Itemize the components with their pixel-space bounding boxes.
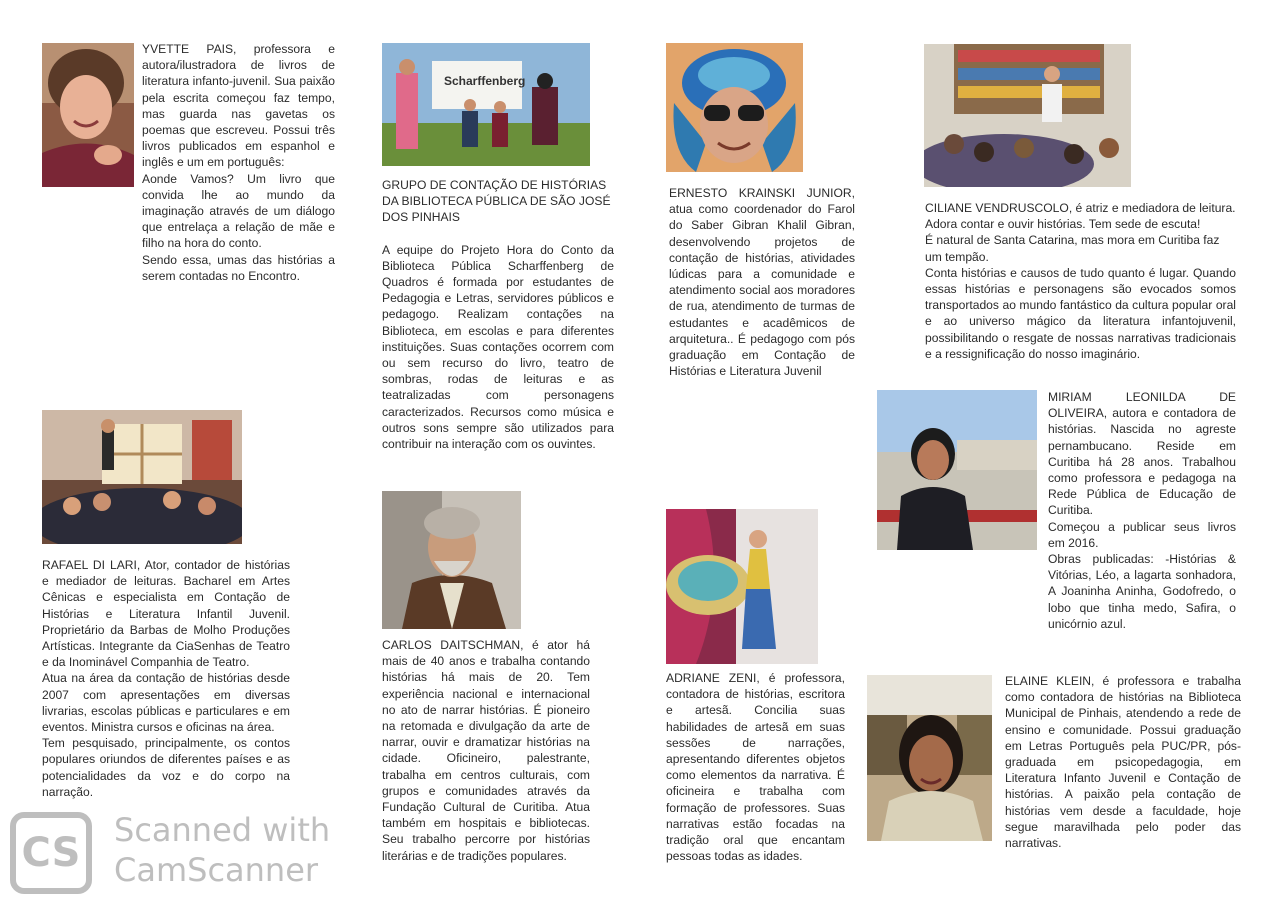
yvette-text-3: Sendo essa, umas das histórias a serem contadas no Encontro. [142,252,335,283]
profile-ciliane-vendruscolo [925,200,1236,362]
ciliane-text-3: Conta histórias e causos de tudo quanto é lugar. Quando essas histórias e personagens são evocados somos transportados ao mundo fantástico da cultura popular oral e ao universo mágico da literatura infantojuvenil, possibilitando o resgate de nossas narrativas tradicionais e a ressignificação do nosso imaginário. [925,265,1236,361]
rafael-text-2: Atua na área da contação de histórias desde 2007 com apresentações em diversas livrarias, escolas públicas e particulares e em eventos. Ministra cursos e oficinas na área. [42,671,290,735]
profile-rafael-di-lari [42,557,290,800]
carlos-text-1: CARLOS DAITSCHMAN, é ator há mais de 40 anos e trabalha contando histórias há mais de 20. Tem experiência nacional e internacional no ato de narrar histórias. É pioneiro na retomada e divulgação da arte de narrar, ouvir e dramatizar histórias na cidade. Oficineiro, palestrante, trabalha em centros culturais, com grupos e comunidades através da Fundação Cultural de Curitiba. Atua também em hospitais e bibliotecas. Seu trabalho percorre por histórias literárias e de tradições populares. [382,638,590,863]
spacer [382,226,614,242]
photo-carlos-daitschman [382,491,521,629]
yvette-text-2: Aonde Vamos? Um livro que convida lhe ao mundo da imaginação através de um diálogo que entrelaça a relação de mãe e filho na hora do conto. [142,171,335,251]
profile-ernesto-krainski [669,185,855,379]
profile-yvette-pais [142,41,335,284]
miriam-text-3: Obras publicadas: -Histórias & Vitórias, Léo, a lagarta sonhadora, A Joaninha Aninha, Godofredo, o lobo que tinha medo, Safira, o unicórnio azul. [1048,552,1236,631]
library-sign-text: Scharffenberg [444,74,526,88]
yvette-text-1: YVETTE PAIS, professora e autora/ilustradora de livros de literatura infanto-juvenil. Sua paixão pela escrita começou faz tempo, mas guarda nas gavetas os poemas que escreveu. Possui três livros publicados em espanhol e inglês e um em português: [142,42,335,170]
miriam-text-2: Começou a publicar seus livros em 2016. [1048,519,1236,550]
photo-miriam-oliveira [877,390,1037,550]
rafael-text-1: RAFAEL DI LARI, Ator, contador de histórias e mediador de leituras. Bacharel em Artes Cênicas e especialista em Contação de Histórias e Literatura Infantil Juvenil. Proprietário da Barbas de Molho Produções Artísticas. Integrante da CiaSenhas de Teatro e da Inominável Companhia de Teatro. [42,558,290,670]
photo-rafael-di-lari [42,410,242,544]
elaine-text-1: ELAINE KLEIN, é professora e trabalha como contadora de histórias na Biblioteca Municipal de Pinhais, atendendo a rede de ensino e comunidade. Possui graduação em Letras Português pela PUC/PR, pós-graduada em psicopedagogia, em Literatura Infanto Juvenil e Contação de histórias. A paixão pela contação de histórias vem desde a faculdade, hoje segue maravilhada pelo poder das narrativas. [1005,674,1241,851]
photo-ciliane-vendruscolo [924,44,1131,187]
photo-adriane-zeni [666,509,818,664]
ciliane-text-1: CILIANE VENDRUSCOLO, é atriz e mediadora de leitura. Adora contar e ouvir histórias. Tem sede de escuta! [925,201,1236,232]
adriane-text-1: ADRIANE ZENI, é professora, contadora de histórias, escritora e artesã. Concilia suas habilidades de artesã em suas sessões de narrações, apresentando diferentes objetos como elementos da narrativa. É oficineira e trabalha com formação de professores. Suas narrativas estão focadas na tradição oral que encantam pessoas todas as idades. [666,671,845,864]
miriam-text-1: MIRIAM LEONILDA DE OLIVEIRA, autora e contadora de histórias. Nascida no agreste pernambucano. Reside em Curitiba há 28 anos. Trabalhou como professora e pedagoga na Rede Pública de Educação de Curitiba. [1048,390,1236,518]
profile-miriam-oliveira [1048,389,1236,632]
camscanner-watermark [10,810,340,896]
camscanner-logo-icon: CS [10,812,92,894]
photo-elaine-klein [867,675,992,841]
watermark-line-2: CamScanner [114,851,319,889]
grupo-text-1: A equipe do Projeto Hora do Conto da Biblioteca Pública Scharffenberg de Quadros é formada por estudantes de Pedagogia e Letras, servidores públicos e pedagogo. Realizam contações na Biblioteca, em escolas e para diferentes instituições. Suas contações ocorrem com ou sem recurso do livro, teatro de sombras, rodas de leituras e as teatralizadas com personagens caracterizados. Recursos como música e outros sons sempre são utilizados para contribuir na interação com os ouvintes. [382,242,614,452]
ciliane-text-2: É natural de Santa Catarina, mas mora em Curitiba faz um tempão. [925,233,1220,264]
profile-adriane-zeni [666,670,845,864]
rafael-text-3: Tem pesquisado, principalmente, os contos populares oriundos de diferentes países e as potencialidades da voz e do corpo na narração. [42,736,290,799]
photo-ernesto-krainski [666,43,803,172]
photo-yvette-pais [42,43,134,187]
profile-grupo-biblioteca [382,177,614,452]
grupo-title: GRUPO DE CONTAÇÃO DE HISTÓRIAS DA BIBLIOTECA PÚBLICA DE SÃO JOSÉ DOS PINHAIS [382,178,611,225]
watermark-line-1: Scanned with [114,811,331,849]
profile-elaine-klein [1005,673,1241,851]
photo-grupo-biblioteca [382,43,590,166]
profile-carlos-daitschman [382,637,590,864]
ernesto-text-1: ERNESTO KRAINSKI JUNIOR, atua como coordenador do Farol do Saber Gibran Khalil Gibran, desenvolvendo projetos de contação de histórias, atividades lúdicas para a comunidade e atendimento social aos moradores de rua, atendimento de turmas de estudantes e acadêmicos de arquitetura.. É pedagogo com pós graduação em Contação de Histórias e Literatura Juvenil [669,186,855,379]
